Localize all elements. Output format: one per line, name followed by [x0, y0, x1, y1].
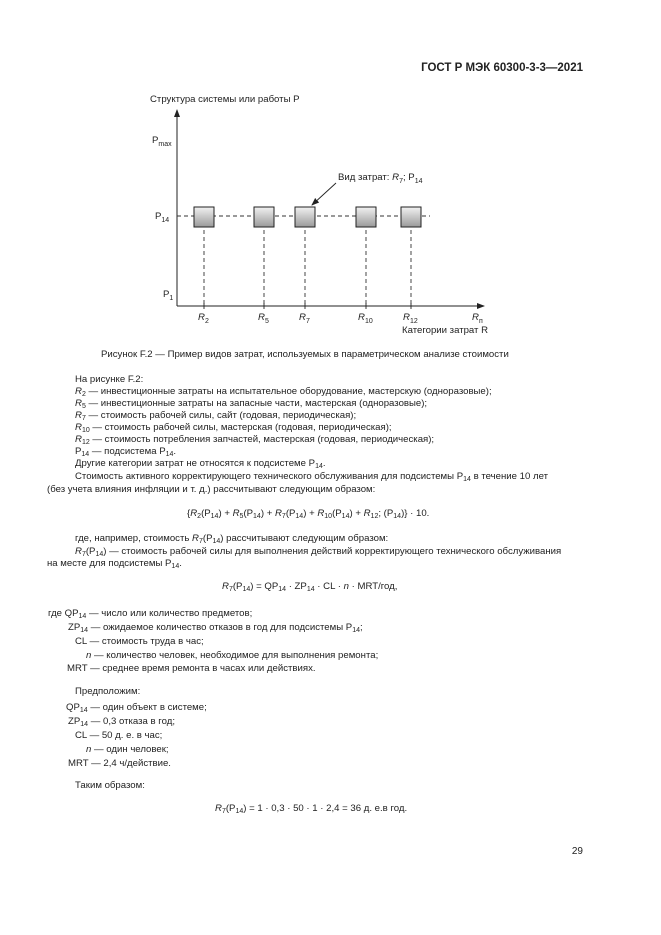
formula-total: {$R_2(P_{14}) + R_5(P_{14}) + R_7(P_{14}) + R_{10}(P_{14}) + R_{12}$; $(P_{14})\} \cdot 10$. — [187, 508, 430, 520]
cost-box-r12 — [401, 207, 421, 227]
legend-item: $R_7$ — стоимость рабочей силы, сайт (годовая, периодическая); — [75, 410, 357, 422]
r7-definition-line2: на месте для подсистемы $P_{14}$. — [47, 558, 182, 570]
def-mrt: MRT — среднее время ремонта в часах или действиях. — [67, 663, 316, 674]
result-formula: $R_7(P_{14}) = 1 \cdot 0,3 \cdot 50 \cdot 1 \cdot 2,4 = 36$ д. е.в год. — [215, 803, 408, 815]
def-zp: $ZP_{14}$ — ожидаемое количество отказов в год для подсистемы $P_{14}$; — [68, 622, 363, 634]
cost-box-r5 — [254, 207, 274, 227]
def-qp: где $QP_{14}$ — число или количество предметов; — [48, 608, 253, 620]
cost-paragraph-line2: (без учета влияния инфляции и т. д.) рассчитывают следующим образом: — [47, 484, 376, 495]
assume-cl: CL — 50 д. е. в час; — [75, 730, 163, 741]
where-line: где, например, стоимость $R_7(P_{14})$ рассчитывают следующим образом: — [75, 533, 389, 545]
page-header: ГОСТ Р МЭК 60300-3-3—2021 — [421, 62, 583, 74]
y-tick-pmax: $P_{max}$ — [152, 135, 172, 148]
legend-item-p14: $P_{14}$ — подсистема $P_{14}$. — [75, 446, 177, 458]
cost-box-r10 — [356, 207, 376, 227]
assume-qp: $QP_{14}$ — один объект в системе; — [66, 702, 207, 714]
x-axis-title: Категории затрат R — [402, 325, 489, 336]
figure-chart — [0, 0, 661, 345]
figure-caption: Рисунок F.2 — Пример видов затрат, используемых в параметрическом анализе стоимости — [101, 349, 509, 360]
x-tick-r7: $R_7$ — [299, 312, 310, 325]
legend-intro: На рисунке F.2: — [75, 374, 144, 385]
x-tick-r10: $R_{10}$ — [358, 312, 373, 325]
cost-paragraph: Стоимость активного корректирующего технического обслуживания для подсистемы $P_{14}$ в течение 10 лет — [75, 471, 548, 483]
legend-item: $R_5$ — инвестиционные затраты на запасные части, мастерская (одноразовые); — [75, 398, 428, 410]
legend-item: $R_2$ — инвестиционные затраты на испытательное оборудование, мастерскую (одноразовые); — [75, 386, 492, 398]
formula-r7: $R_7(P_{14}) = QP_{14} \cdot ZP_{14}$ · CL · n · MRT/год, — [222, 581, 398, 593]
def-cl: CL — стоимость труда в час; — [75, 636, 204, 647]
legend-item: $R_{10}$ — стоимость рабочей силы, мастерская (годовая, периодическая); — [75, 422, 392, 434]
y-tick-p1: $P_1$ — [163, 289, 174, 302]
cost-box-r2 — [194, 207, 214, 227]
thus-line: Таким образом: — [75, 780, 145, 791]
x-tick-r2: $R_2$ — [198, 312, 209, 325]
assume-n: n — один человек; — [86, 744, 169, 755]
callout-leader — [312, 183, 336, 205]
y-axis-title: Структура системы или работы P — [150, 94, 300, 105]
cost-box-r7 — [295, 207, 315, 227]
y-tick-p14: $P_{14}$ — [155, 211, 170, 224]
def-n: n — количество человек, необходимое для выполнения ремонта; — [86, 650, 379, 661]
callout-label: Вид затрат: $R_7$; $P_{14}$ — [338, 172, 423, 185]
assume-intro: Предположим: — [75, 686, 141, 697]
page-number: 29 — [571, 846, 583, 857]
r7-definition: $R_7(P_{14})$ — стоимость рабочей силы для выполнения действий корректирующего технического обслуживания — [75, 546, 562, 558]
x-tick-r5: $R_5$ — [258, 312, 269, 325]
x-axis-end: $R_п$ — [472, 312, 483, 325]
x-tick-r12: $R_{12}$ — [403, 312, 418, 325]
assume-zp: $ZP_{14}$ — 0,3 отказа в год; — [68, 716, 175, 728]
other-categories: Другие категории затрат не относятся к подсистеме $P_{14}$. — [75, 458, 326, 470]
assume-mrt: MRT — 2,4 ч/действие. — [68, 758, 171, 769]
legend-item: $R_{12}$ — стоимость потребления запчастей, мастерская (годовая, периодическая); — [75, 434, 435, 446]
